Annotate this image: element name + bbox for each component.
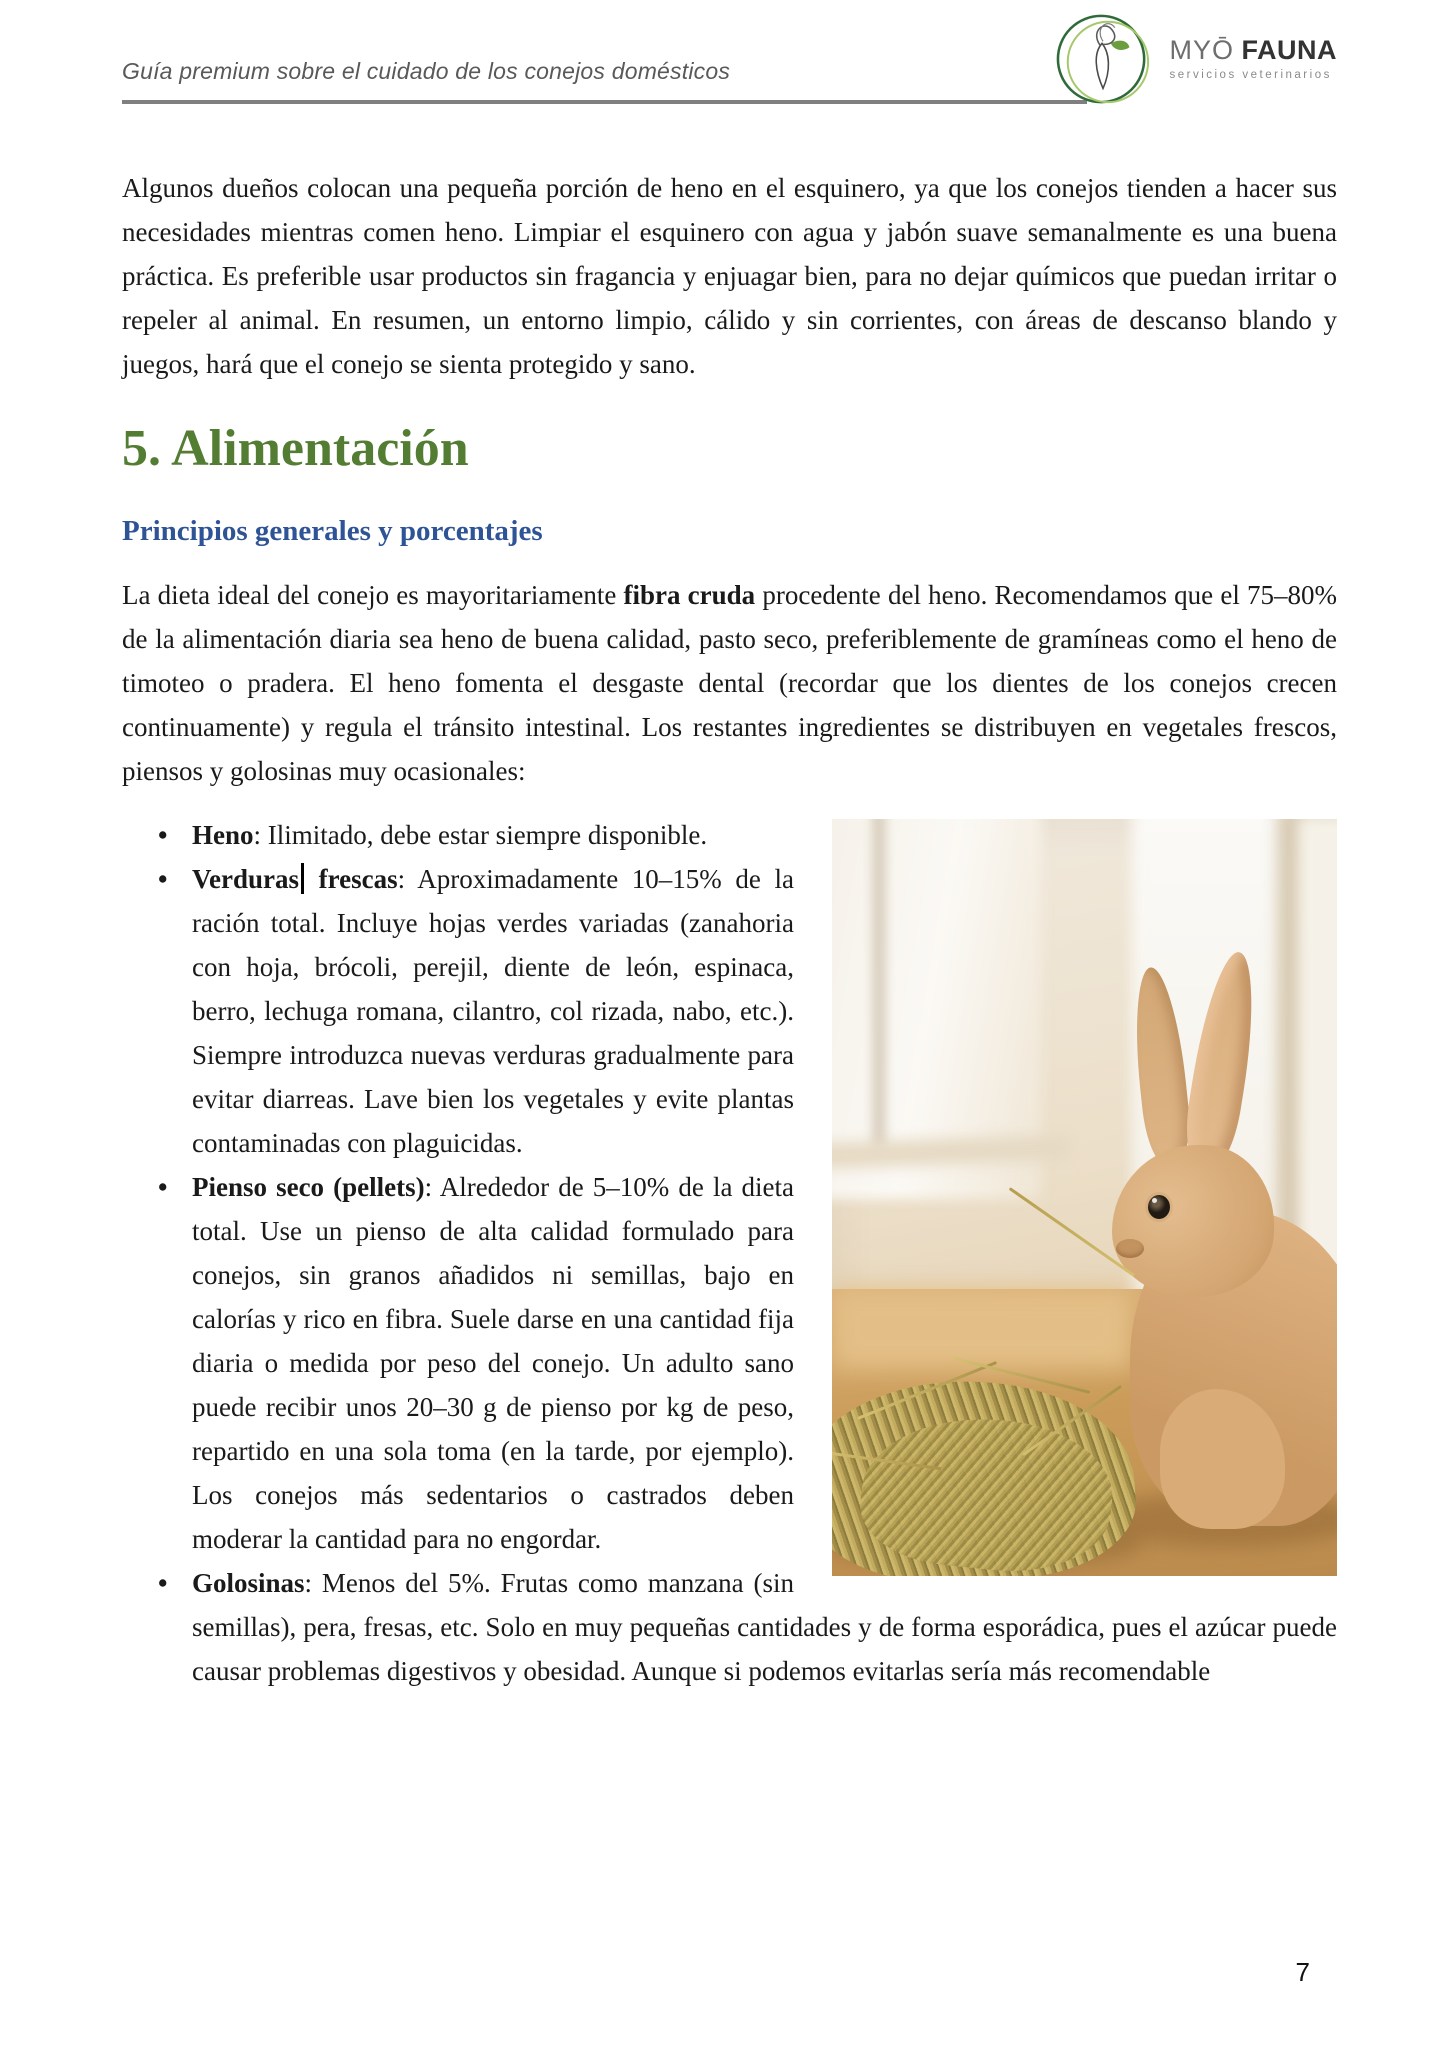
bullet-list bbox=[122, 813, 1337, 1693]
page-number: 7 bbox=[1295, 1957, 1310, 1987]
intro-paragraph[interactable]: Algunos dueños colocan una pequeña porción de heno en el esquinero, ya que los conejos tienden a hacer sus necesidades mientras comen heno. Limpiar el esquinero con agua y jabón suave semanalmente es una buena práctica. Es preferible usar productos sin fragancia y enjuagar bien, para no dejar químicos que puedan irritar o repeler al animal. En resumen, un entorno limpio, cálido y sin corrientes, con áreas de descanso blando y juegos, hará que el conejo se sienta protegido y sano. bbox=[122, 173, 1337, 379]
logo-wordmark bbox=[1169, 36, 1337, 66]
logo-myo-text: MYŌ bbox=[1169, 35, 1234, 66]
section-subheading[interactable]: Principios generales y porcentajes bbox=[122, 515, 543, 548]
bullet-marker-icon bbox=[158, 813, 167, 857]
brand-logo bbox=[1055, 10, 1337, 108]
bullet-term: Heno bbox=[192, 819, 254, 850]
bullet-text: : Alrededor de 5–10% de la dieta total. Use un pienso de alta calidad formulado para conejos, sin granos añadidos ni semillas, bajo en calorías y rico en fibra. Suele darse en una cantidad fija diaria o medida por peso del conejo. Un adulto sano puede recibir unos 20–30 g de pienso por kg de peso, repartido en una sola toma (en la tarde, por ejemplo). Los conejos más sedentarios o castrados deben moderar la cantidad para no engordar. bbox=[192, 1171, 794, 1554]
bullet-term-second-word: frescas bbox=[318, 863, 398, 894]
text-cursor-caret bbox=[301, 863, 304, 894]
bullet-item-golosinas[interactable] bbox=[122, 1561, 1337, 1693]
diet-text-start: La dieta ideal del conejo es mayoritariamente bbox=[122, 579, 624, 610]
header-rule bbox=[122, 48, 1087, 104]
bullet-text: : Aproximadamente 10–15% de la ración total. Incluye hojas verdes variadas (zanahoria con hoja, brócoli, perejil, diente de león, espinaca, berro, lechuga romana, cilantro, col rizada, nabo, etc.). Siempre introduzca nuevas verduras gradualmente para evitar diarreas. Lave bien los vegetales y evite plantas contaminadas con plaguicidas. bbox=[192, 863, 795, 1158]
bullet-marker-icon bbox=[158, 1561, 167, 1605]
section-heading[interactable]: 5. Alimentación bbox=[122, 420, 469, 477]
logo-tagline: servicios veterinarios bbox=[1169, 69, 1332, 82]
diet-bold-term: fibra cruda bbox=[623, 579, 756, 610]
logo-text bbox=[1169, 36, 1337, 81]
bullet-term: Pienso seco (pellets) bbox=[192, 1171, 425, 1202]
bullet-text: : Menos del 5%. Frutas como manzana (sin semillas), pera, fresas, etc. Solo en muy pequeñas cantidades y de forma esporádica, pues el azúcar puede causar problemas digestivos y obesidad. Aunque si podemos evitarlas sería más recomendable bbox=[192, 1567, 1337, 1686]
diet-text-end: procedente del heno. Recomendamos que el 75–80% de la alimentación diaria sea heno de buena calidad, pasto seco, preferiblemente de gramíneas como el heno de timoteo o pradera. El heno fomenta el desgaste dental (recordar que los dientes de los conejos crecen continuamente) y regula el tránsito intestinal. Los restantes ingredientes se distribuyen en vegetales frescos, piensos y golosinas muy ocasionales: bbox=[122, 579, 1337, 786]
page-header bbox=[122, 0, 1337, 142]
bullet-marker-icon bbox=[158, 857, 167, 901]
bullet-text: : Ilimitado, debe estar siempre disponible. bbox=[253, 819, 708, 850]
bullet-term: Verduras bbox=[192, 863, 300, 894]
bullet-item-verduras[interactable] bbox=[122, 857, 1337, 1165]
bullet-marker-icon bbox=[158, 1165, 167, 1209]
diet-paragraph[interactable] bbox=[122, 573, 1337, 793]
logo-mark-icon bbox=[1055, 10, 1153, 108]
bullet-item-pienso[interactable] bbox=[122, 1165, 1337, 1561]
bullet-item-heno[interactable] bbox=[122, 813, 1337, 857]
header-title: Guía premium sobre el cuidado de los conejos domésticos bbox=[122, 58, 731, 84]
bullet-term: Golosinas bbox=[192, 1567, 305, 1598]
logo-fauna-text: FAUNA bbox=[1241, 35, 1337, 66]
